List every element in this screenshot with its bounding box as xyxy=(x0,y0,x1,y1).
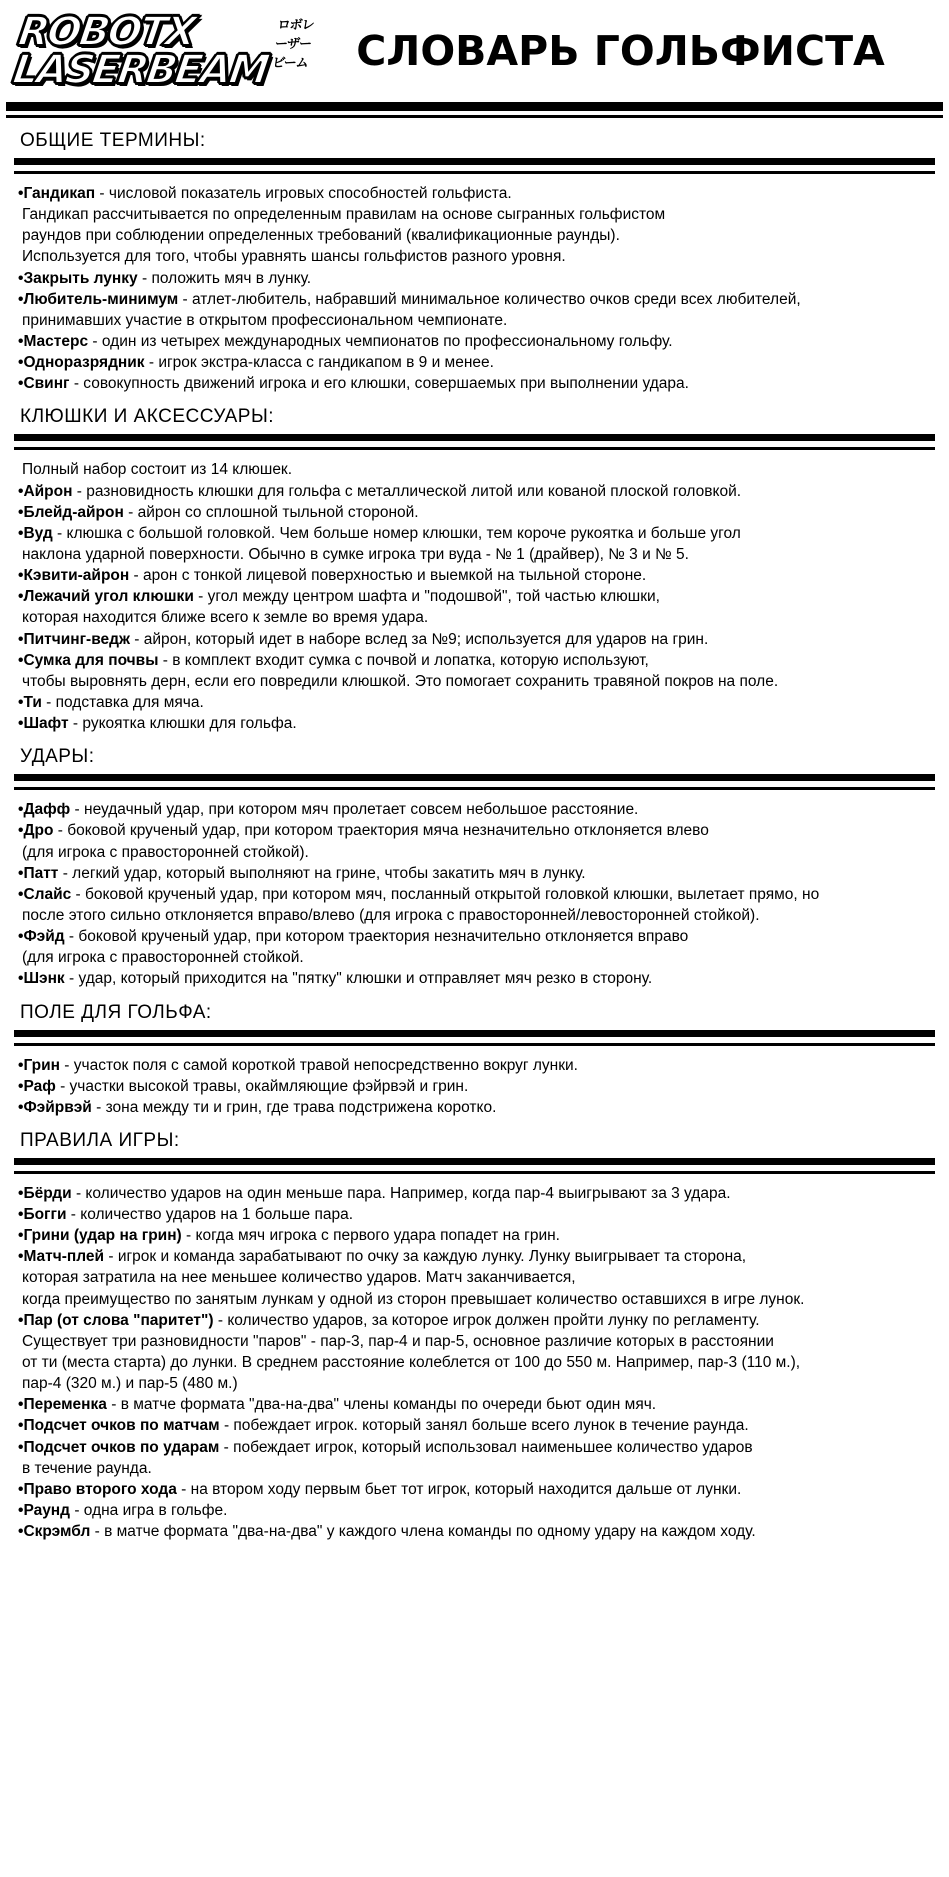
entry-definition: - айрон, который идет в наборе вслед за №9; используется для ударов на грин. xyxy=(129,630,709,648)
glossary-entry xyxy=(18,1184,935,1204)
glossary-entry xyxy=(18,885,935,905)
entry-definition: - побеждает игрок. который занял больше всего лунок в течение раунда. xyxy=(219,1417,749,1435)
bullet-icon: • xyxy=(18,503,24,521)
entry-definition: Гандикап рассчитывается по определенным правилам на основе сыгранных гольфистом xyxy=(22,206,666,224)
entry-definition: - положить мяч в лунку. xyxy=(137,269,312,287)
page-title: СЛОВАРЬ ГОЛЬФИСТА xyxy=(356,27,885,75)
entry-definition: - атлет-любитель, набравший минимальное количество очков среди всех любителей, xyxy=(178,290,801,308)
glossary-entry xyxy=(18,693,935,713)
section-divider-thick xyxy=(14,434,935,441)
entry-term: Слайс xyxy=(23,885,72,903)
glossary-section xyxy=(14,406,935,734)
entry-term: Подсчет очков по матчам xyxy=(23,1417,220,1435)
entry-term: Подсчет очков по ударам xyxy=(23,1438,220,1456)
bullet-icon: • xyxy=(18,715,24,733)
entry-term: Вуд xyxy=(23,524,53,542)
entry-definition: от ти (места старта) до лунки. В среднем расстояние колеблется от 100 до 550 м. Например, пар-3 (110 м.), xyxy=(22,1354,801,1372)
entry-definition: (для игрока с правосторонней стойкой. xyxy=(22,949,304,967)
glossary-entry xyxy=(18,1226,935,1246)
entry-definition: (для игрока с правосторонней стойкой). xyxy=(22,843,309,861)
glossary-entry xyxy=(18,1416,935,1436)
entry-definition: - разновидность клюшки для гольфа с металлической литой или кованой плоской головкой. xyxy=(72,482,742,500)
entry-definition: раундов при соблюдении определенных требований (квалификационные раунды). xyxy=(22,227,620,245)
entry-definition: - айрон со сплошной тыльной стороной. xyxy=(123,503,419,521)
glossary-entry xyxy=(18,927,935,947)
entry-term: Грин xyxy=(23,1056,60,1074)
entry-definition: - боковой крученый удар, при котором траектория незначительно отклоняется вправо xyxy=(64,928,689,946)
glossary-entry-continuation xyxy=(22,460,935,480)
header-divider-thin xyxy=(6,115,943,118)
entry-definition: - когда мяч игрока с первого удара попадет на грин. xyxy=(181,1227,560,1245)
entry-definition: - подставка для мяча. xyxy=(41,693,204,711)
glossary-entry xyxy=(18,587,935,607)
glossary-entry xyxy=(18,290,935,310)
entry-definition: пар-4 (320 м.) и пар-5 (480 м.) xyxy=(22,1375,238,1393)
entry-term: Блейд-айрон xyxy=(23,503,124,521)
glossary-entry xyxy=(18,821,935,841)
entry-term: Богги xyxy=(23,1206,67,1224)
entry-definition: Используется для того, чтобы уравнять шансы гольфистов разного уровня. xyxy=(22,248,566,266)
entry-definition: - неудачный удар, при котором мяч пролетает совсем небольшое расстояние. xyxy=(70,801,639,819)
entry-definition: - в матче формата "два-на-два" члены команды по очереди бьют один мяч. xyxy=(106,1396,657,1414)
entry-list xyxy=(14,1184,935,1542)
entry-definition: - арон с тонкой лицевой поверхностью и выемкой на тыльной стороне. xyxy=(129,567,647,585)
entry-definition: которая затратила на нее меньшее количество ударов. Матч заканчивается, xyxy=(22,1269,576,1287)
entry-term: Питчинг-ведж xyxy=(23,630,130,648)
entry-definition: после этого сильно отклоняется вправо/влево (для игрока с правосторонней/левосторонней стойкой). xyxy=(22,906,760,924)
entry-definition: наклона ударной поверхности. Обычно в сумке игрока три вуда - № 1 (драйвер), № 3 и № 5. xyxy=(22,545,689,563)
glossary-section xyxy=(14,1130,935,1542)
glossary-entry xyxy=(18,630,935,650)
entry-definition: - в комплект входит сумка с почвой и лопатка, которую используют, xyxy=(158,651,649,669)
bullet-icon: • xyxy=(18,1523,24,1541)
section-title: ПРАВИЛА ИГРЫ: xyxy=(20,1129,180,1151)
entry-term: Матч-плей xyxy=(23,1248,105,1266)
entry-list xyxy=(14,184,935,394)
entry-term: Раунд xyxy=(23,1502,71,1520)
section-divider-thick xyxy=(14,1030,935,1037)
entry-term: Фэйрвэй xyxy=(23,1098,92,1116)
glossary-entry xyxy=(18,332,935,352)
entry-definition: Существует три разновидности "паров" - пар-3, пар-4 и пар-5, основное различие которых в расстоянии xyxy=(22,1332,774,1350)
entry-term: Раф xyxy=(23,1077,56,1095)
bullet-icon: • xyxy=(18,1077,24,1095)
section-divider-thick xyxy=(14,1158,935,1165)
entry-definition: - количество ударов, за которое игрок должен пройти лунку по регламенту. xyxy=(213,1311,760,1329)
glossary-entry-continuation xyxy=(22,226,935,246)
glossary-entry-continuation xyxy=(22,205,935,225)
entry-term: Лежачий угол клюшки xyxy=(23,588,194,606)
bullet-icon: • xyxy=(18,185,24,202)
entry-definition: - в матче формата "два-на-два" у каждого члена команды по одному удару на каждом ходу. xyxy=(90,1523,756,1541)
entry-term: Закрыть лунку xyxy=(23,269,138,287)
bullet-icon: • xyxy=(18,1227,24,1245)
section-divider-thin xyxy=(14,171,935,174)
entry-definition: - боковой крученый удар, при котором траектория мяча незначительно отклоняется влево xyxy=(53,822,709,840)
bullet-icon: • xyxy=(18,630,24,648)
section-title: ОБЩИЕ ТЕРМИНЫ: xyxy=(20,130,206,151)
glossary-entry xyxy=(18,566,935,586)
glossary-entry-continuation xyxy=(22,608,935,628)
section-divider-thin xyxy=(14,447,935,450)
glossary-entry xyxy=(18,1395,935,1415)
entry-definition: - угол между центром шафта и "подошвой", той частью клюшки, xyxy=(193,588,660,606)
glossary-section xyxy=(14,130,935,394)
entry-definition: - совокупность движений игрока и его клюшки, совершаемых при выполнении удара. xyxy=(69,375,689,393)
glossary-entry xyxy=(18,1247,935,1267)
entry-term: Мастерс xyxy=(23,332,89,350)
entry-definition: - один из четырех международных чемпионатов по профессиональному гольфу. xyxy=(88,332,673,350)
glossary-entry xyxy=(18,864,935,884)
entry-definition: - рукоятка клюшки для гольфа. xyxy=(68,715,297,733)
entry-term: Пар (от слова "паритет") xyxy=(23,1311,214,1329)
entry-term: Сумка для почвы xyxy=(23,651,159,669)
glossary-entry-continuation xyxy=(22,247,935,267)
glossary-entry xyxy=(18,969,935,989)
entry-term: Скрэмбл xyxy=(23,1523,91,1541)
glossary-entry-continuation xyxy=(22,948,935,968)
entry-term: Шэнк xyxy=(23,970,65,988)
entry-term: Фэйд xyxy=(23,928,65,946)
glossary-entry xyxy=(18,374,935,394)
entry-definition: - легкий удар, который выполняют на грине, чтобы закатить мяч в лунку. xyxy=(58,864,586,882)
glossary-section xyxy=(14,746,935,989)
bullet-icon: • xyxy=(18,290,24,308)
section-divider-thin xyxy=(14,1171,935,1174)
glossary-entry xyxy=(18,1098,935,1118)
entry-term: Патт xyxy=(23,864,59,882)
glossary-entry xyxy=(18,1205,935,1225)
entry-definition: - удар, который приходится на "пятку" клюшки и отправляет мяч резко в сторону. xyxy=(64,970,653,988)
logo-japanese-subtitle: ロボレーザービーム xyxy=(271,18,315,71)
entry-definition: - на втором ходу первым бьет тот игрок, который находится дальше от лунки. xyxy=(176,1480,742,1498)
entry-definition: - участок поля с самой короткой травой непосредственно вокруг лунки. xyxy=(60,1056,578,1074)
glossary-entry xyxy=(18,714,935,734)
glossary-entry-continuation xyxy=(22,1459,935,1479)
glossary-entry xyxy=(18,651,935,671)
bullet-icon: • xyxy=(18,1480,24,1498)
bullet-icon: • xyxy=(18,269,24,287)
glossary-entry xyxy=(18,524,935,544)
entry-term: Шафт xyxy=(23,715,69,733)
bullet-icon: • xyxy=(18,693,24,711)
glossary-entry xyxy=(18,184,935,204)
entry-term: Ти xyxy=(23,693,42,711)
glossary-entry-continuation xyxy=(22,311,935,331)
entry-definition: - клюшка с большой головкой. Чем больше номер клюшки, тем короче рукоятка и больше угол xyxy=(52,524,741,542)
bullet-icon: • xyxy=(18,1396,24,1414)
bullet-icon: • xyxy=(18,354,24,372)
entry-definition: чтобы выровнять дерн, если его повредили клюшкой. Это помогает сохранить травяной покров на поле. xyxy=(22,672,779,690)
entry-definition: - игрок экстра-класса с гандикапом в 9 и менее. xyxy=(144,354,494,372)
bullet-icon: • xyxy=(18,482,24,500)
bullet-icon: • xyxy=(18,567,24,585)
entry-definition: - одна игра в гольфе. xyxy=(70,1502,228,1520)
glossary-section xyxy=(14,1002,935,1118)
bullet-icon: • xyxy=(18,801,24,819)
bullet-icon: • xyxy=(18,375,24,393)
glossary-entry-continuation xyxy=(22,843,935,863)
bullet-icon: • xyxy=(18,1206,24,1224)
glossary-entry xyxy=(18,800,935,820)
entry-definition: - количество ударов на 1 больше пара. xyxy=(66,1206,354,1224)
bullet-icon: • xyxy=(18,822,24,840)
bullet-icon: • xyxy=(18,1098,24,1116)
glossary-entry xyxy=(18,1438,935,1458)
glossary-entry-continuation xyxy=(22,545,935,565)
page-header xyxy=(0,0,949,94)
glossary-entry xyxy=(18,353,935,373)
logo-line-1: ROBOTX xyxy=(15,9,198,55)
bullet-icon: • xyxy=(18,1056,24,1074)
glossary-entry xyxy=(18,269,935,289)
bullet-icon: • xyxy=(18,1248,24,1266)
entry-definition: - игрок и команда зарабатывают по очку за каждую лунку. Лунку выигрывает та сторона, xyxy=(104,1248,747,1266)
entry-term: Свинг xyxy=(23,375,70,393)
entry-definition: которая находится ближе всего к земле во время удара. xyxy=(22,609,429,627)
entry-list xyxy=(14,460,935,734)
entry-definition: Полный набор состоит из 14 клюшек. xyxy=(22,461,293,479)
glossary-entry xyxy=(18,1077,935,1097)
entry-definition: в течение раунда. xyxy=(22,1459,152,1477)
entry-definition: когда преимущество по занятым лункам у одной из сторон превышает количество оставшихся в игре лунок. xyxy=(22,1290,805,1308)
glossary-entry xyxy=(18,1522,935,1542)
series-logo xyxy=(10,9,321,93)
entry-definition: принимавших участие в открытом профессиональном чемпионате. xyxy=(22,311,508,329)
section-title: УДАРЫ: xyxy=(20,746,95,768)
entry-definition: - числовой показатель игровых способностей гольфиста. xyxy=(95,185,512,202)
bullet-icon: • xyxy=(18,1184,24,1202)
glossary-entry xyxy=(18,482,935,502)
entry-list xyxy=(14,800,935,989)
section-title: ПОЛЕ ДЛЯ ГОЛЬФА: xyxy=(20,1001,212,1023)
glossary-entry-continuation xyxy=(22,672,935,692)
entry-definition: - побеждает игрок, который использовал наименьшее количество ударов xyxy=(219,1438,753,1456)
entry-term: Айрон xyxy=(23,482,73,500)
entry-term: Переменка xyxy=(23,1396,107,1414)
entry-term: Право второго хода xyxy=(23,1480,177,1498)
glossary-entry-continuation xyxy=(22,1332,935,1352)
bullet-icon: • xyxy=(18,1438,24,1456)
glossary-entry-continuation xyxy=(22,1374,935,1394)
bullet-icon: • xyxy=(18,864,24,882)
entry-term: Грини (удар на грин) xyxy=(23,1227,182,1245)
entry-definition: - боковой крученый удар, при котором мяч, посланный открытой головкой клюшки, вылетает прямо, но xyxy=(71,885,820,903)
glossary-content xyxy=(0,130,949,1570)
bullet-icon: • xyxy=(18,651,24,669)
entry-term: Дро xyxy=(23,822,54,840)
section-title: КЛЮШКИ И АКСЕССУАРЫ: xyxy=(20,406,275,428)
bullet-icon: • xyxy=(18,970,24,988)
logo-line-2: LASERBEAM xyxy=(10,47,271,93)
glossary-entry xyxy=(18,503,935,523)
bullet-icon: • xyxy=(18,1417,24,1435)
section-divider-thick xyxy=(14,774,935,781)
bullet-icon: • xyxy=(18,1502,24,1520)
glossary-entry xyxy=(18,1501,935,1521)
bullet-icon: • xyxy=(18,1311,24,1329)
entry-term: Кэвити-айрон xyxy=(23,567,130,585)
entry-term: Любитель-минимум xyxy=(23,290,179,308)
entry-term: Дафф xyxy=(23,801,71,819)
glossary-entry-continuation xyxy=(22,906,935,926)
section-divider-thin xyxy=(14,1043,935,1046)
section-divider-thin xyxy=(14,787,935,790)
entry-term: Гандикап xyxy=(23,185,96,202)
glossary-entry-continuation xyxy=(22,1290,935,1310)
bullet-icon: • xyxy=(18,588,24,606)
entry-list xyxy=(14,1056,935,1118)
bullet-icon: • xyxy=(18,885,24,903)
entry-term: Бёрди xyxy=(23,1184,72,1202)
glossary-entry xyxy=(18,1480,935,1500)
glossary-entry xyxy=(18,1311,935,1331)
bullet-icon: • xyxy=(18,928,24,946)
entry-definition: - зона между ти и грин, где трава подстрижена коротко. xyxy=(91,1098,497,1116)
entry-definition: - участки высокой травы, окаймляющие фэйрвэй и грин. xyxy=(55,1077,469,1095)
glossary-entry-continuation xyxy=(22,1268,935,1288)
entry-term: Одноразрядник xyxy=(23,354,145,372)
entry-definition: - количество ударов на один меньше пара. Например, когда пар-4 выигрывают за 3 удара. xyxy=(71,1184,731,1202)
glossary-entry xyxy=(18,1056,935,1076)
section-divider-thick xyxy=(14,158,935,165)
bullet-icon: • xyxy=(18,524,24,542)
header-divider-thick xyxy=(6,102,943,111)
bullet-icon: • xyxy=(18,332,24,350)
glossary-entry-continuation xyxy=(22,1353,935,1373)
